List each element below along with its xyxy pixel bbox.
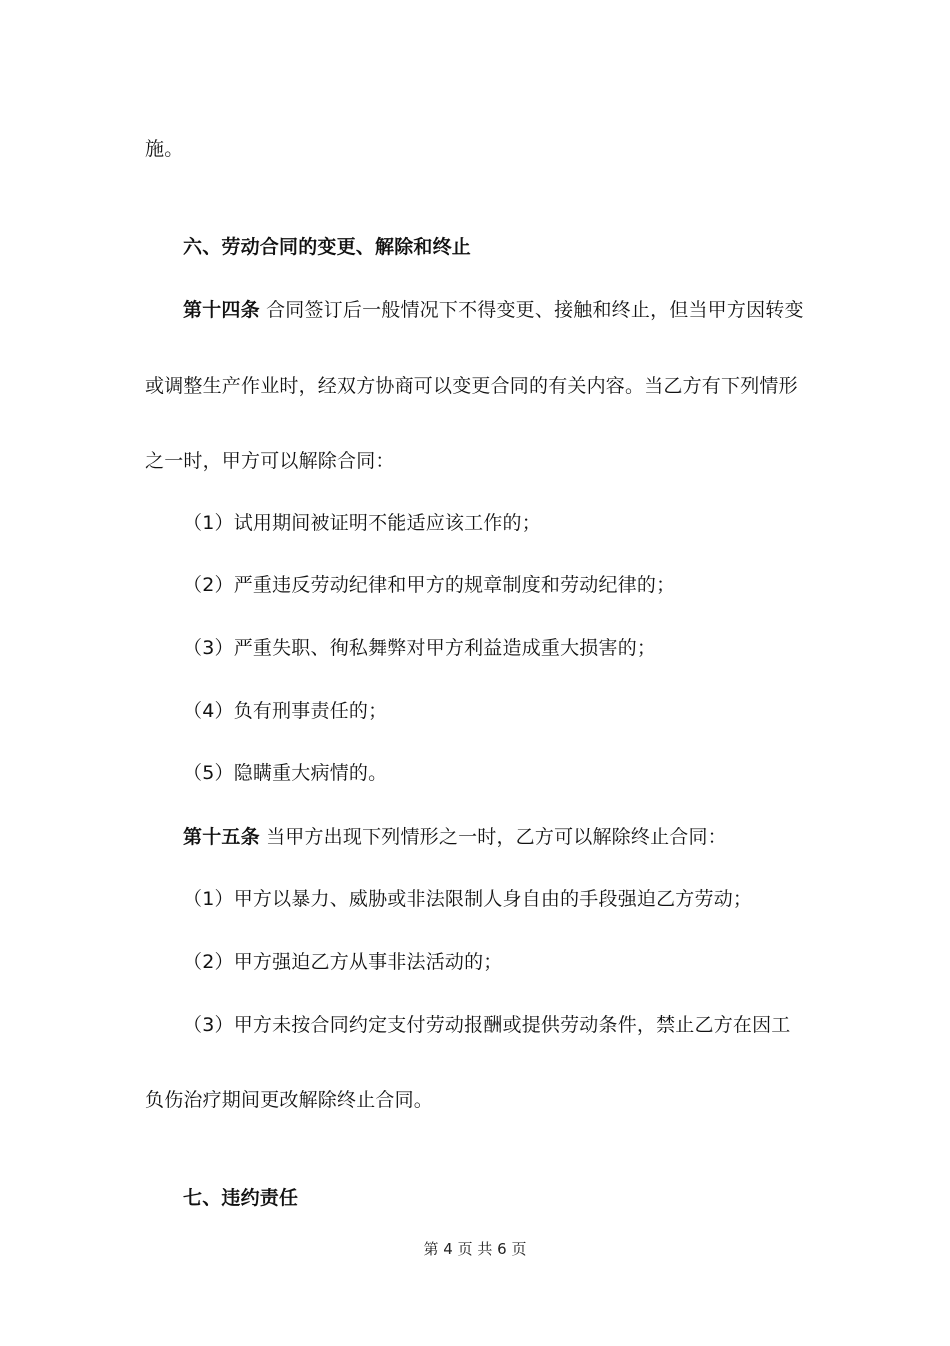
article-15-label: 第十五条 — [183, 826, 260, 848]
article-15-item-2: （2）甲方强迫乙方从事非法活动的； — [183, 951, 503, 973]
article-15-item-3-line-2: 负伤治疗期间更改解除终止合同。 — [145, 1089, 434, 1111]
article-15-item-1: （1）甲方以暴力、威胁或非法限制人身自由的手段强迫乙方劳动； — [183, 888, 753, 910]
article-14-label: 第十四条 — [183, 299, 260, 321]
article-14-item-3: （3）严重失职、徇私舞弊对甲方利益造成重大损害的； — [183, 637, 657, 659]
article-15-text: 当甲方出现下列情形之一时，乙方可以解除终止合同： — [266, 826, 727, 848]
article-14-line-2: 或调整生产作业时，经双方协商可以变更合同的有关内容。当乙方有下列情形 — [145, 375, 798, 397]
article-14-item-1: （1）试用期间被证明不能适应该工作的； — [183, 512, 541, 534]
article-14-text: 合同签订后一般情况下不得变更、接触和终止，但当甲方因转变 — [266, 299, 804, 321]
continued-text-line: 施。 — [145, 138, 184, 160]
article-14-item-5: （5）隐瞒重大病情的。 — [183, 762, 388, 784]
article-15-item-3-line-1: （3）甲方未按合同约定支付劳动报酬或提供劳动条件，禁止乙方在因工 — [183, 1014, 791, 1036]
page-number-footer: 第 4 页 共 6 页 — [423, 1240, 527, 1258]
section-heading-6: 六、劳动合同的变更、解除和终止 — [183, 236, 472, 258]
article-14-item-4: （4）负有刑事责任的； — [183, 700, 388, 722]
article-14-first-line — [183, 297, 804, 323]
article-14-item-2: （2）严重违反劳动纪律和甲方的规章制度和劳动纪律的； — [183, 574, 676, 596]
section-heading-7: 七、违约责任 — [183, 1187, 299, 1209]
article-15-first-line — [183, 824, 727, 850]
article-14-line-3: 之一时，甲方可以解除合同： — [145, 450, 395, 472]
